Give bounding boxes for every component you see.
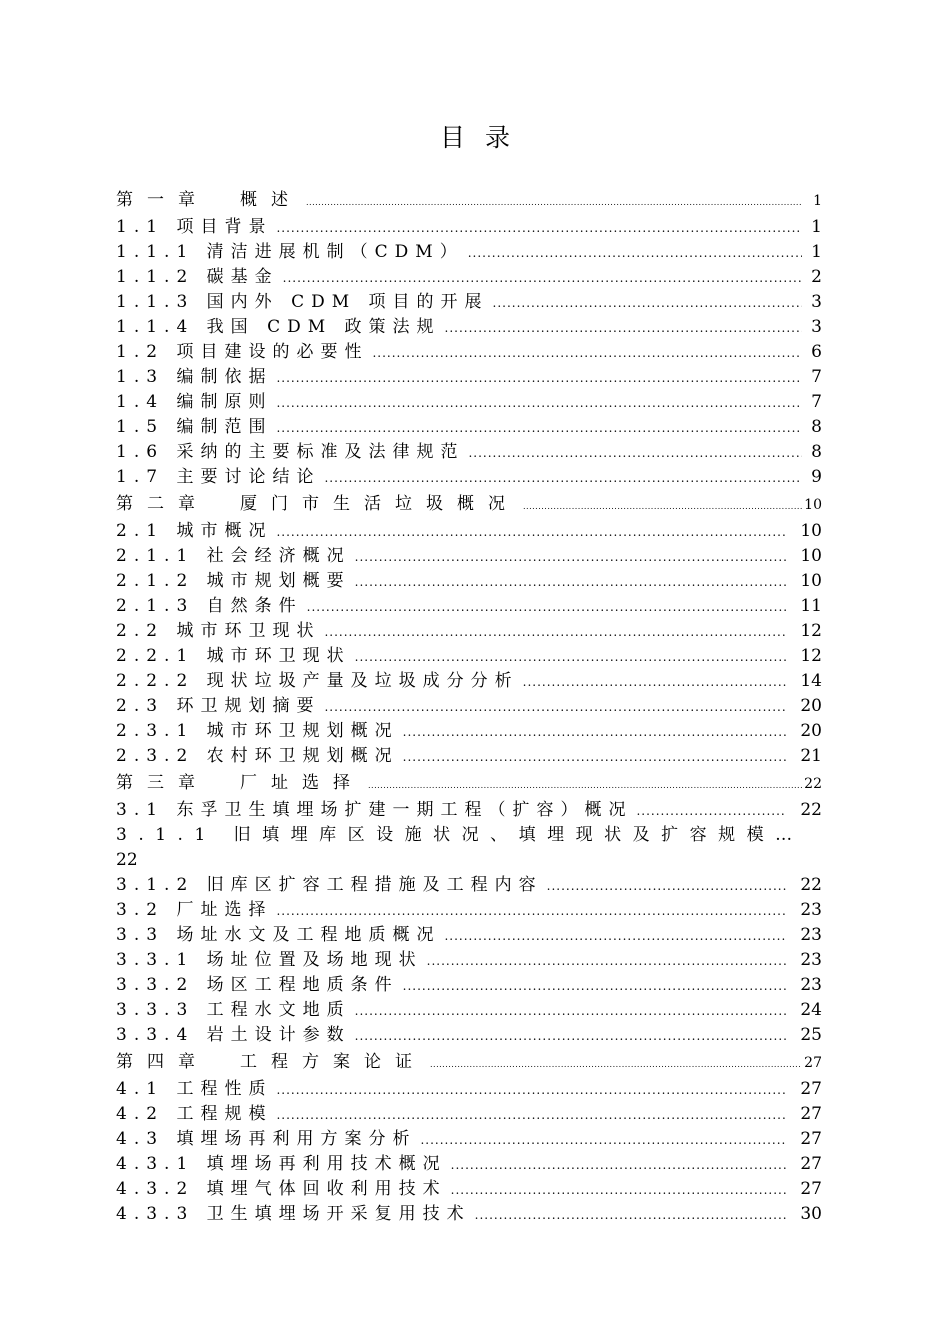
- dot-leader: [283, 266, 802, 291]
- toc-entry-label: 3.1.2 旧库区扩容工程措施及工程内容: [116, 875, 543, 895]
- toc-entry-label: 3.1 东孚卫生填埋场扩建一期工程（扩容）概况: [116, 800, 633, 820]
- dot-leader: [306, 188, 802, 217]
- toc-entry[interactable]: [116, 719, 822, 744]
- dot-leader: [451, 1178, 786, 1203]
- dot-leader: [430, 1050, 802, 1079]
- toc-entry[interactable]: [116, 1152, 822, 1177]
- toc-entry[interactable]: [116, 998, 822, 1023]
- toc-entry[interactable]: [116, 823, 822, 873]
- toc-entry-label: 2.2.1 城市环卫现状: [116, 646, 351, 666]
- dot-leader: [636, 799, 786, 824]
- toc-entry-page: 9: [811, 467, 822, 487]
- toc-entry-label: 1.1.4 我国 CDM 政策法规: [116, 317, 441, 337]
- toc-entry[interactable]: [116, 415, 822, 440]
- dot-leader: [403, 745, 786, 770]
- toc-entry[interactable]: [116, 873, 822, 898]
- toc-chapter-entry[interactable]: [116, 769, 822, 798]
- toc-entry-label: 第四章 工程方案论证: [116, 1052, 426, 1072]
- toc-entry[interactable]: [116, 440, 822, 465]
- dot-leader: [355, 999, 786, 1024]
- toc-entry-page: 24: [800, 1000, 822, 1020]
- toc-entry-page: 8: [811, 417, 822, 437]
- toc-entry-label: 4.1 工程性质: [116, 1079, 273, 1099]
- toc-entry-page: 22: [800, 875, 822, 895]
- toc-entry[interactable]: [116, 594, 822, 619]
- dot-leader: [420, 1128, 786, 1153]
- toc-entry-label: 1.4 编制原则: [116, 392, 273, 412]
- toc-chapter-entry[interactable]: [116, 490, 822, 519]
- toc-entry[interactable]: [116, 1077, 822, 1102]
- dot-leader: [523, 670, 786, 695]
- dot-leader: [427, 949, 786, 974]
- toc-entry[interactable]: [116, 390, 822, 415]
- dot-leader: [493, 291, 802, 316]
- toc-entry[interactable]: [116, 973, 822, 998]
- dot-leader: [355, 1024, 786, 1049]
- toc-entry[interactable]: [116, 265, 822, 290]
- toc-entry-label: 2.3 环卫规划摘要: [116, 696, 321, 716]
- toc-entry-page: 3: [811, 317, 822, 337]
- toc-entry-page: 27: [800, 1104, 822, 1124]
- dot-leader: [372, 341, 802, 366]
- toc-entry-label: 3.3.2 场区工程地质条件: [116, 975, 399, 995]
- dot-leader: [324, 695, 786, 720]
- toc-entry-page: 1: [813, 193, 822, 209]
- toc-entry-page: 7: [811, 392, 822, 412]
- toc-entry-page: 27: [804, 1055, 822, 1071]
- dot-leader: [276, 216, 802, 241]
- toc-entry-label: 4.3 填埋场再利用方案分析: [116, 1129, 417, 1149]
- toc-entry[interactable]: [116, 1127, 822, 1152]
- toc-entry-page: 20: [800, 721, 822, 741]
- dot-leader: [475, 1203, 786, 1228]
- toc-entry-page: 22: [804, 776, 822, 792]
- toc-entry-label: 2.2 城市环卫现状: [116, 621, 321, 641]
- toc-entry[interactable]: [116, 544, 822, 569]
- toc-entry-page: 23: [800, 925, 822, 945]
- toc-entry-page: 27: [800, 1079, 822, 1099]
- toc-entry-page: 1: [811, 242, 822, 262]
- toc-entry[interactable]: [116, 465, 822, 490]
- toc-entry-label: 2.3.2 农村环卫规划概况: [116, 746, 399, 766]
- toc-entry-page: 3: [811, 292, 822, 312]
- toc-entry[interactable]: [116, 1177, 822, 1202]
- toc-entry-label: 2.2.2 现状垃圾产量及垃圾成分分析: [116, 671, 519, 691]
- toc-entry-page: 22: [800, 800, 822, 820]
- toc-entry-label: 2.1 城市概况: [116, 521, 273, 541]
- dot-leader: [276, 391, 802, 416]
- toc-entry-label: 1.1 项目背景: [116, 217, 273, 237]
- dot-leader: [355, 545, 786, 570]
- toc-entry[interactable]: [116, 1102, 822, 1127]
- dot-leader: [276, 1078, 786, 1103]
- toc-entry-page: 12: [800, 621, 822, 641]
- toc-entry-label: 2.3.1 城市环卫规划概况: [116, 721, 399, 741]
- toc-entry-label: 4.2 工程规模: [116, 1104, 273, 1124]
- toc-entry[interactable]: [116, 619, 822, 644]
- dot-leader: [468, 241, 802, 266]
- toc-entry-label: 3.1.1 旧填埋库区设施状况、填埋现状及扩容规模…: [116, 825, 804, 845]
- toc-entry-label: 3.3.3 工程水文地质: [116, 1000, 351, 1020]
- dot-leader: [445, 316, 802, 341]
- dot-leader: [307, 595, 786, 620]
- toc-entry[interactable]: [116, 1023, 822, 1048]
- dot-leader: [276, 366, 802, 391]
- toc-entry[interactable]: [116, 798, 822, 823]
- dot-leader: [368, 771, 802, 800]
- toc-entry[interactable]: [116, 519, 822, 544]
- toc-entry-page: 1: [811, 217, 822, 237]
- toc-entry-label: 第二章 厦门市生活垃圾概况: [116, 494, 519, 514]
- dot-leader: [523, 492, 802, 521]
- toc-entry[interactable]: [116, 290, 822, 315]
- dot-leader: [451, 1153, 786, 1178]
- toc-entry[interactable]: [116, 340, 822, 365]
- toc-entry-page: 22: [116, 850, 138, 870]
- toc-entry[interactable]: [116, 923, 822, 948]
- toc-entry[interactable]: [116, 898, 822, 923]
- toc-entry-label: 2.1.3 自然条件: [116, 596, 303, 616]
- toc-entry-page: 27: [800, 1154, 822, 1174]
- toc-entry-page: 12: [800, 646, 822, 666]
- dot-leader: [324, 620, 786, 645]
- dot-leader: [547, 874, 786, 899]
- toc-entry-page: 11: [800, 596, 822, 616]
- toc-entry-label: 1.3 编制依据: [116, 367, 273, 387]
- toc-entry[interactable]: [116, 569, 822, 594]
- page-title: 目录: [439, 123, 530, 152]
- toc-chapter-entry[interactable]: [116, 1048, 822, 1077]
- toc-entry-page: 10: [800, 546, 822, 566]
- toc-entry[interactable]: [116, 215, 822, 240]
- toc-entry[interactable]: [116, 365, 822, 390]
- dot-leader: [276, 416, 802, 441]
- toc-entry[interactable]: [116, 948, 822, 973]
- toc-entry[interactable]: [116, 240, 822, 265]
- toc-entry-page: 10: [800, 521, 822, 541]
- toc-entry-label: 1.2 项目建设的必要性: [116, 342, 369, 362]
- table-of-contents: [116, 186, 822, 1227]
- toc-entry-label: 2.1.1 社会经济概况: [116, 546, 351, 566]
- toc-entry-label: 3.3.4 岩土设计参数: [116, 1025, 351, 1045]
- toc-entry-page: 27: [800, 1179, 822, 1199]
- toc-entry-page: 20: [800, 696, 822, 716]
- toc-entry-page: 14: [800, 671, 822, 691]
- toc-entry-label: 4.3.3 卫生填埋场开采复用技术: [116, 1204, 471, 1224]
- toc-entry-label: 1.5 编制范围: [116, 417, 273, 437]
- toc-entry[interactable]: [116, 744, 822, 769]
- toc-entry-label: 1.1.3 国内外 CDM 项目的开展: [116, 292, 489, 312]
- dot-leader: [324, 466, 802, 491]
- toc-entry-label: 3.2 厂址选择: [116, 900, 273, 920]
- toc-entry-label: 4.3.2 填埋气体回收利用技术: [116, 1179, 447, 1199]
- toc-entry-page: 10: [800, 571, 822, 591]
- toc-entry-page: 23: [800, 975, 822, 995]
- toc-entry-page: 21: [800, 746, 822, 766]
- toc-entry-label: 第三章 厂址选择: [116, 773, 364, 793]
- toc-entry[interactable]: [116, 669, 822, 694]
- dot-leader: [355, 645, 786, 670]
- toc-entry-page: 2: [811, 267, 822, 287]
- toc-entry[interactable]: [116, 644, 822, 669]
- toc-entry-label: 4.3.1 填埋场再利用技术概况: [116, 1154, 447, 1174]
- toc-entry-label: 1.1.2 碳基金: [116, 267, 279, 287]
- toc-entry-label: 3.3.1 场址位置及场地现状: [116, 950, 423, 970]
- toc-entry-page: 10: [804, 497, 822, 513]
- toc-entry-page: 23: [800, 900, 822, 920]
- toc-entry-page: 6: [811, 342, 822, 362]
- toc-entry-label: 1.6 采纳的主要标准及法律规范: [116, 442, 465, 462]
- toc-entry-page: 8: [811, 442, 822, 462]
- dot-leader: [444, 924, 786, 949]
- dot-leader: [468, 441, 802, 466]
- toc-entry-page: 30: [800, 1204, 822, 1224]
- toc-entry-label: 2.1.2 城市规划概要: [116, 571, 351, 591]
- toc-entry-label: 1.7 主要讨论结论: [116, 467, 321, 487]
- toc-entry[interactable]: [116, 315, 822, 340]
- toc-entry-page: 7: [811, 367, 822, 387]
- dot-leader: [403, 720, 786, 745]
- toc-entry-page: 27: [800, 1129, 822, 1149]
- dot-leader: [355, 570, 786, 595]
- dot-leader: [276, 899, 786, 924]
- toc-entry-page: 23: [800, 950, 822, 970]
- dot-leader: [276, 1103, 786, 1128]
- dot-leader: [276, 520, 786, 545]
- dot-leader: [403, 974, 786, 999]
- toc-entry-label: 第一章 概述: [116, 190, 302, 210]
- toc-chapter-entry[interactable]: [116, 186, 822, 215]
- toc-entry[interactable]: [116, 694, 822, 719]
- toc-entry[interactable]: [116, 1202, 822, 1227]
- toc-entry-label: 1.1.1 清洁进展机制（CDM）: [116, 242, 464, 262]
- toc-entry-label: 3.3 场址水文及工程地质概况: [116, 925, 441, 945]
- toc-entry-page: 25: [800, 1025, 822, 1045]
